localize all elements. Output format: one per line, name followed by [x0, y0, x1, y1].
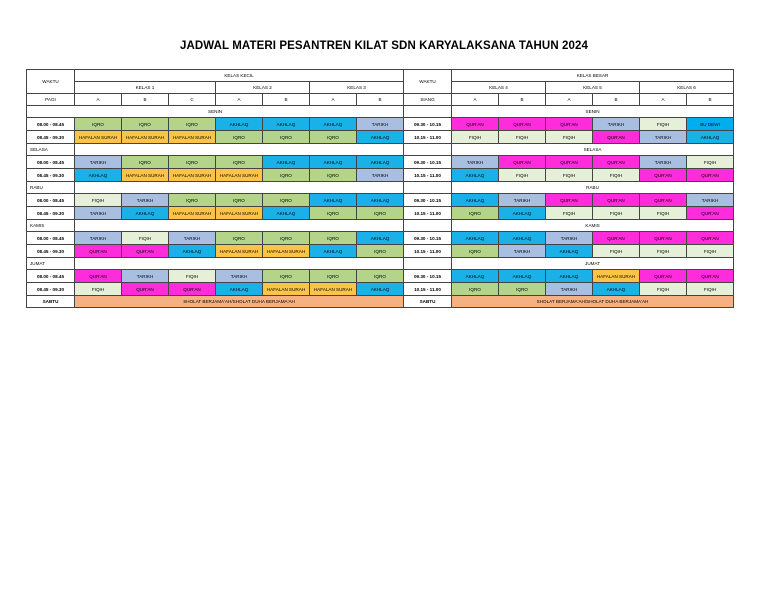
- group-header: KELAS BESAR: [452, 70, 734, 82]
- subject-cell: IQRO: [263, 194, 310, 207]
- time-cell: 08.00 - 08.45: [27, 118, 75, 131]
- time-cell: 09.30 - 10.15: [404, 194, 452, 207]
- time-row: [27, 118, 404, 131]
- sabtu-label: SABTU: [27, 296, 75, 308]
- subject-cell: AKHLAQ: [216, 118, 263, 131]
- subject-cell: AKHLAQ: [357, 232, 404, 245]
- column-header: B: [357, 94, 404, 106]
- day-row: [404, 220, 734, 232]
- session-label: PAGI: [27, 94, 75, 106]
- column-header: B: [593, 94, 640, 106]
- subject-cell: AKHLAQ: [452, 270, 499, 283]
- subject-cell: IQRO: [263, 131, 310, 144]
- day-row-filler: [75, 144, 404, 156]
- subject-cell: IQRO: [310, 169, 357, 182]
- subject-cell: AKHLAQ: [310, 118, 357, 131]
- header-row: [404, 70, 734, 82]
- time-row: [404, 207, 734, 220]
- day-row: [27, 220, 404, 232]
- subject-cell: IQRO: [216, 232, 263, 245]
- time-cell: 10.15 - 11.00: [404, 245, 452, 258]
- subject-cell: FIQIH: [593, 207, 640, 220]
- subject-cell: FIQIH: [499, 169, 546, 182]
- time-row: [27, 245, 404, 258]
- subject-cell: QUR'AN: [452, 118, 499, 131]
- subject-cell: AKHLAQ: [357, 156, 404, 169]
- subject-cell: AKHLAQ: [263, 156, 310, 169]
- subject-cell: FIQIH: [75, 283, 122, 296]
- subject-cell: AKHLAQ: [310, 245, 357, 258]
- subject-cell: TARIKH: [357, 118, 404, 131]
- subject-cell: BU DEWI: [687, 118, 734, 131]
- time-cell: 09.30 - 10.15: [404, 270, 452, 283]
- time-row: [404, 232, 734, 245]
- subject-cell: TARIKH: [593, 118, 640, 131]
- subject-cell: TARIKH: [122, 270, 169, 283]
- kelas-header: KELAS 5: [546, 82, 640, 94]
- subject-cell: IQRO: [169, 118, 216, 131]
- day-row: [27, 144, 404, 156]
- page-title: JADWAL MATERI PESANTREN KILAT SDN KARYALAKSANA TAHUN 2024: [179, 40, 589, 52]
- subject-cell: IQRO: [357, 270, 404, 283]
- day-row-blank: [404, 106, 452, 118]
- subject-cell: QUR'AN: [687, 270, 734, 283]
- subject-cell: AKHLAQ: [357, 283, 404, 296]
- day-row-blank: [404, 144, 452, 156]
- subject-cell: IQRO: [452, 245, 499, 258]
- column-header: B: [687, 94, 734, 106]
- subject-cell: IQRO: [499, 283, 546, 296]
- subject-cell: AKHLAQ: [546, 245, 593, 258]
- sabtu-label: SABTU: [404, 296, 452, 308]
- time-cell: 08.00 - 08.45: [27, 156, 75, 169]
- subject-cell: QUR'AN: [546, 156, 593, 169]
- subject-cell: FIQIH: [640, 118, 687, 131]
- time-row: [27, 207, 404, 220]
- day-row: [27, 106, 404, 118]
- sabtu-activity: SHOLAT BERJAMA'AH/SHOLAT DUHA BERJAMA'AH: [75, 296, 404, 308]
- time-row: [404, 169, 734, 182]
- time-cell: 08.45 - 09.30: [27, 169, 75, 182]
- subject-cell: FIQIH: [593, 169, 640, 182]
- subject-cell: FIQIH: [687, 245, 734, 258]
- time-cell: 08.00 - 08.45: [27, 270, 75, 283]
- subject-cell: FIQIH: [546, 207, 593, 220]
- subject-cell: HAFALAN SURAH: [216, 169, 263, 182]
- day-row-filler: [75, 182, 404, 194]
- schedule-table-kelas-besar: [403, 69, 734, 308]
- day-label: KAMIS: [27, 220, 75, 232]
- subject-cell: IQRO: [169, 194, 216, 207]
- day-row: [404, 144, 734, 156]
- time-row: [404, 194, 734, 207]
- subject-cell: QUR'AN: [546, 194, 593, 207]
- header-row: [27, 70, 404, 82]
- subject-cell: TARIKH: [499, 245, 546, 258]
- day-label: JUMAT: [27, 258, 75, 270]
- subject-cell: AKHLAQ: [75, 169, 122, 182]
- subject-cell: QUR'AN: [593, 194, 640, 207]
- subject-cell: IQRO: [75, 118, 122, 131]
- subject-cell: TARIKH: [75, 232, 122, 245]
- subject-cell: HAFALAN SURAH: [169, 131, 216, 144]
- subject-cell: HAFALAN SURAH: [216, 207, 263, 220]
- subject-cell: FIQIH: [452, 131, 499, 144]
- kelas-header: KELAS 1: [75, 82, 216, 94]
- time-row: [27, 270, 404, 283]
- subject-cell: QUR'AN: [687, 169, 734, 182]
- subject-cell: AKHLAQ: [310, 156, 357, 169]
- kelas-header: KELAS 3: [310, 82, 404, 94]
- subject-cell: IQRO: [310, 270, 357, 283]
- time-row: [27, 131, 404, 144]
- time-cell: 09.30 - 10.15: [404, 232, 452, 245]
- day-label: SELASA: [452, 144, 734, 156]
- time-cell: 08.45 - 09.30: [27, 283, 75, 296]
- subject-cell: AKHLAQ: [122, 207, 169, 220]
- subject-cell: AKHLAQ: [216, 283, 263, 296]
- day-label: SENIN: [27, 106, 404, 118]
- column-header: A: [452, 94, 499, 106]
- day-row: [404, 106, 734, 118]
- group-header: KELAS KECIL: [75, 70, 404, 82]
- subject-cell: IQRO: [310, 232, 357, 245]
- subject-cell: IQRO: [310, 131, 357, 144]
- day-label: SENIN: [452, 106, 734, 118]
- subject-cell: FIQIH: [546, 169, 593, 182]
- subject-cell: FIQIH: [546, 131, 593, 144]
- day-row-blank: [404, 182, 452, 194]
- subject-cell: FIQIH: [687, 156, 734, 169]
- subject-cell: HAFALAN SURAH: [169, 169, 216, 182]
- subject-cell: IQRO: [263, 232, 310, 245]
- subject-cell: FIQIH: [640, 283, 687, 296]
- session-label: SIANG: [404, 94, 452, 106]
- kelas-header-row: [404, 82, 734, 94]
- subject-cell: AKHLAQ: [357, 131, 404, 144]
- sabtu-row: [27, 296, 404, 308]
- subject-cell: HAFALAN SURAH: [593, 270, 640, 283]
- subject-cell: AKHLAQ: [169, 245, 216, 258]
- subject-cell: TARIKH: [687, 194, 734, 207]
- subject-cell: IQRO: [452, 283, 499, 296]
- subject-cell: AKHLAQ: [687, 131, 734, 144]
- subject-cell: TARIKH: [546, 283, 593, 296]
- kelas-header: KELAS 4: [452, 82, 546, 94]
- subject-cell: TARIKH: [357, 169, 404, 182]
- subject-cell: QUR'AN: [640, 169, 687, 182]
- time-row: [27, 169, 404, 182]
- kelas-header: KELAS 6: [640, 82, 734, 94]
- time-row: [27, 283, 404, 296]
- time-row: [404, 283, 734, 296]
- subject-cell: QUR'AN: [687, 232, 734, 245]
- time-row: [404, 245, 734, 258]
- time-cell: 08.45 - 09.30: [27, 207, 75, 220]
- waktu-header: WAKTU: [404, 70, 452, 94]
- subject-cell: QUR'AN: [593, 131, 640, 144]
- subject-cell: AKHLAQ: [499, 270, 546, 283]
- subject-cell: TARIKH: [499, 194, 546, 207]
- time-cell: 08.45 - 09.30: [27, 131, 75, 144]
- subject-cell: AKHLAQ: [263, 207, 310, 220]
- subject-cell: TARIKH: [452, 156, 499, 169]
- subject-cell: IQRO: [263, 169, 310, 182]
- subject-cell: IQRO: [452, 207, 499, 220]
- kelas-header-row: [27, 82, 404, 94]
- subject-cell: AKHLAQ: [357, 194, 404, 207]
- column-header: C: [169, 94, 216, 106]
- subject-cell: AKHLAQ: [593, 283, 640, 296]
- subject-cell: TARIKH: [640, 156, 687, 169]
- subject-cell: QUR'AN: [640, 232, 687, 245]
- subject-cell: FIQIH: [640, 207, 687, 220]
- subject-cell: QUR'AN: [75, 270, 122, 283]
- day-row-blank: [404, 220, 452, 232]
- time-row: [27, 156, 404, 169]
- subject-cell: HAFALAN SURAH: [310, 283, 357, 296]
- subject-cell: TARIKH: [169, 232, 216, 245]
- time-cell: 10.15 - 11.00: [404, 283, 452, 296]
- subject-cell: QUR'AN: [593, 232, 640, 245]
- subject-cell: FIQIH: [687, 283, 734, 296]
- kelas-header: KELAS 2: [216, 82, 310, 94]
- subject-cell: FIQIH: [640, 245, 687, 258]
- time-cell: 10.15 - 11.00: [404, 131, 452, 144]
- subject-cell: TARIKH: [122, 194, 169, 207]
- subject-cell: FIQIH: [499, 131, 546, 144]
- subject-cell: TARIKH: [546, 232, 593, 245]
- sabtu-activity: SHOLAT BERJAMA'AH/SHOLAT DUHA BERJAMA'AH: [452, 296, 734, 308]
- subject-cell: QUR'AN: [687, 207, 734, 220]
- column-header: A: [546, 94, 593, 106]
- sabtu-row: [404, 296, 734, 308]
- subject-cell: QUR'AN: [122, 245, 169, 258]
- day-row-blank: [404, 258, 452, 270]
- subject-cell: FIQIH: [169, 270, 216, 283]
- subject-cell: FIQIH: [122, 232, 169, 245]
- subject-cell: QUR'AN: [640, 194, 687, 207]
- subject-cell: IQRO: [122, 118, 169, 131]
- day-label: KAMIS: [452, 220, 734, 232]
- subject-cell: HAFALAN SURAH: [75, 131, 122, 144]
- day-row: [27, 258, 404, 270]
- column-header: B: [499, 94, 546, 106]
- subject-cell: IQRO: [216, 131, 263, 144]
- subject-cell: FIQIH: [75, 194, 122, 207]
- subject-cell: TARIKH: [75, 207, 122, 220]
- day-label: RABU: [27, 182, 75, 194]
- subject-cell: AKHLAQ: [452, 194, 499, 207]
- subject-cell: IQRO: [263, 270, 310, 283]
- subject-cell: AKHLAQ: [452, 232, 499, 245]
- time-row: [404, 270, 734, 283]
- subject-cell: IQRO: [169, 156, 216, 169]
- subject-cell: AKHLAQ: [499, 207, 546, 220]
- subject-cell: QUR'AN: [169, 283, 216, 296]
- subject-cell: HAFALAN SURAH: [263, 245, 310, 258]
- time-row: [27, 232, 404, 245]
- subject-cell: TARIKH: [640, 131, 687, 144]
- subject-cell: HAFALAN SURAH: [216, 245, 263, 258]
- day-label: SELASA: [27, 144, 75, 156]
- subject-cell: AKHLAQ: [263, 118, 310, 131]
- waktu-header: WAKTU: [27, 70, 75, 94]
- subject-cell: IQRO: [310, 207, 357, 220]
- time-row: [404, 118, 734, 131]
- subject-cell: QUR'AN: [640, 270, 687, 283]
- subject-cell: IQRO: [216, 156, 263, 169]
- subject-cell: AKHLAQ: [499, 232, 546, 245]
- subject-cell: FIQIH: [593, 245, 640, 258]
- column-header: A: [640, 94, 687, 106]
- column-header-row: [27, 94, 404, 106]
- subject-cell: TARIKH: [216, 270, 263, 283]
- subject-cell: HAFALAN SURAH: [122, 169, 169, 182]
- day-label: RABU: [452, 182, 734, 194]
- column-header: A: [75, 94, 122, 106]
- time-cell: 08.00 - 08.45: [27, 232, 75, 245]
- subject-cell: HAFALAN SURAH: [122, 131, 169, 144]
- day-row-filler: [75, 220, 404, 232]
- time-cell: 09.30 - 10.15: [404, 156, 452, 169]
- day-row: [27, 182, 404, 194]
- subject-cell: TARIKH: [75, 156, 122, 169]
- schedule-table-kelas-kecil: [26, 69, 404, 308]
- column-header: B: [263, 94, 310, 106]
- day-label: JUMAT: [452, 258, 734, 270]
- subject-cell: AKHLAQ: [546, 270, 593, 283]
- day-row: [404, 258, 734, 270]
- subject-cell: QUR'AN: [499, 118, 546, 131]
- time-row: [404, 156, 734, 169]
- time-cell: 08.45 - 09.30: [27, 245, 75, 258]
- column-header: B: [122, 94, 169, 106]
- column-header: A: [216, 94, 263, 106]
- time-cell: 08.00 - 08.45: [27, 194, 75, 207]
- subject-cell: HAFALAN SURAH: [169, 207, 216, 220]
- subject-cell: AKHLAQ: [452, 169, 499, 182]
- time-row: [404, 131, 734, 144]
- subject-cell: IQRO: [357, 245, 404, 258]
- subject-cell: QUR'AN: [546, 118, 593, 131]
- column-header-row: [404, 94, 734, 106]
- subject-cell: QUR'AN: [122, 283, 169, 296]
- column-header: A: [310, 94, 357, 106]
- day-row-filler: [75, 258, 404, 270]
- day-row: [404, 182, 734, 194]
- subject-cell: AKHLAQ: [310, 194, 357, 207]
- time-row: [27, 194, 404, 207]
- subject-cell: QUR'AN: [499, 156, 546, 169]
- subject-cell: HAFALAN SURAH: [263, 283, 310, 296]
- subject-cell: IQRO: [122, 156, 169, 169]
- time-cell: 09.30 - 10.15: [404, 118, 452, 131]
- time-cell: 10.15 - 11.00: [404, 207, 452, 220]
- subject-cell: IQRO: [216, 194, 263, 207]
- time-cell: 10.15 - 11.00: [404, 169, 452, 182]
- subject-cell: IQRO: [357, 207, 404, 220]
- subject-cell: QUR'AN: [75, 245, 122, 258]
- subject-cell: QUR'AN: [593, 156, 640, 169]
